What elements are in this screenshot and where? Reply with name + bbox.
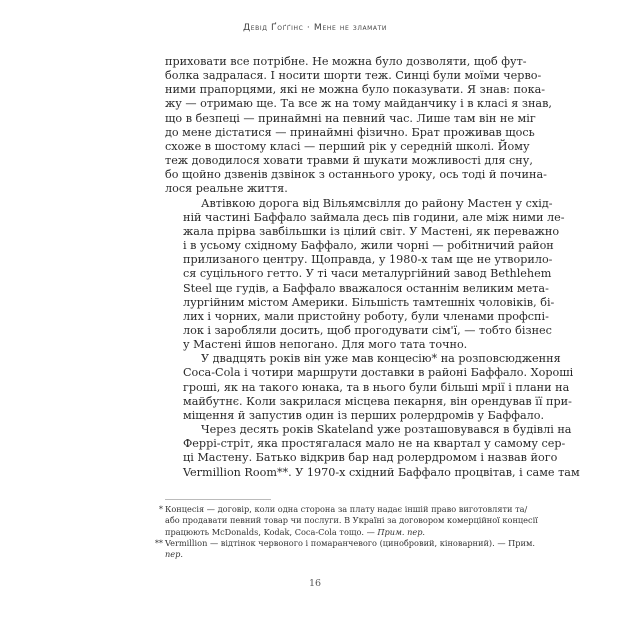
text-line: ся суцільного гетто. У ті часи металургійний завод Bethlehem: [183, 267, 552, 281]
text-line: у Мастені йшов непогано. Для мого тата точно.: [183, 338, 468, 352]
footnote-line: Концесія — договір, коли одна сторона за плату надає іншій право виготовляти та/: [165, 504, 528, 514]
translator-note-label: пер.: [165, 549, 183, 560]
text-line: Coca-Cola і чотири маршрути доставки в районі Баффало. Хороші: [183, 366, 574, 380]
text-line: Через десять років Skateland уже розташовувався в будівлі на: [201, 423, 572, 437]
paragraph-4: [165, 423, 580, 480]
paragraph-3: [165, 352, 574, 423]
text-line: лок і заробляли досить, щоб прогодувати сім'ї, — тобто бізнес: [183, 323, 552, 337]
page-number: 16: [308, 578, 322, 589]
text-line: У двадцять років він уже мав концесію* на розповсюдження: [201, 352, 561, 366]
body-text: [165, 55, 580, 480]
footnote-line: [165, 527, 484, 538]
text-line: що в безпеці — принаймні на певний час. Лише там він не міг: [165, 111, 536, 125]
text-line: жала прірва завбільшки із цілий світ. У Мастені, як переважно: [183, 224, 560, 238]
text-line: лося реальне життя.: [165, 182, 288, 196]
text-line: Steel ще гудів, а Баффало вважалося останнім великим мета-: [183, 281, 549, 295]
text-line: ними прапорцями, які не можна було показувати. Я знав: пока-: [165, 83, 546, 97]
running-head: Девід Ґоґґінс · Мене не зламати: [242, 22, 387, 33]
footnote-line: Vermillion — відтінок червоного і помаранчевого (цинобровий, кіноварний). — Прим.: [165, 537, 535, 548]
text-line: ній частині Баффало займала десь пів години, але між ними ле-: [183, 210, 565, 224]
text-line: прилизаного центру. Щоправда, у 1980-х там ще не утворило-: [183, 253, 553, 267]
text-line: приховати все потрібне. Не можна було дозволяти, щоб фут-: [165, 55, 527, 68]
text-line: жу — отримаю ще. Та все ж на тому майданчику і в класі я знав,: [165, 97, 552, 111]
paragraph-2: [165, 196, 565, 353]
text-line: ці Мастену. Батько відкрив бар над ролердромом і назвав його: [183, 451, 558, 465]
footnote-divider: [165, 499, 271, 500]
text-line: Vermillion Room**. У 1970-х східний Баффало процвітав, і саме там: [183, 465, 580, 479]
text-line: лих і чорних, мали пристойну роботу, були членами профспі-: [183, 309, 549, 323]
translator-note-label: Прим. пер.: [377, 526, 426, 537]
text-line: до мене дістатися — принаймні фізично. Брат проживав щось: [165, 125, 535, 139]
footnote-1: [158, 504, 538, 538]
text-line: болка задралася. І носити шорти теж. Синці були моїми черво-: [165, 69, 542, 83]
footnote-line: або продавати певний товар чи послуги. В Україні за договором комерційної концесії: [165, 515, 538, 526]
text-line: схоже в шостому класі — перший рік у середній школі. Йому: [165, 139, 530, 153]
text-line: і в усьому східному Баффало, жили чорні — робітничий район: [183, 239, 554, 253]
text-line: бо щойно дзвенів дзвінок з останнього уроку, ось тоді й почина-: [165, 168, 547, 182]
footnote-marker: **: [154, 537, 163, 548]
paragraph-1: [165, 55, 552, 197]
text-line: Феррі-стріт, яка простягалася мало не на квартал у самому сер-: [183, 437, 566, 451]
footnote-marker: *: [158, 504, 163, 514]
footnote-line: [165, 549, 484, 560]
text-line: міщення й запустив один із перших ролердромів у Баффало.: [183, 408, 545, 422]
text-line: Автівкою дорога від Вільямсвілля до району Мастен у схід-: [201, 196, 553, 210]
footnotes: [154, 504, 538, 560]
text-line: гроші, як на такого юнака, та в нього були більші мрії і плани на: [183, 380, 570, 394]
footnote-text: працюють McDonalds, Kodak, Coca-Cola тощо. —: [165, 526, 378, 537]
footnote-2: [154, 537, 535, 561]
text-line: теж доводилося ховати травми й шукати можливості для сну,: [165, 154, 533, 168]
text-line: лургійним містом Америки. Більшість тамтешніх чоловіків, бі-: [183, 295, 555, 309]
text-line: майбутнє. Коли закрилася місцева пекарня, він орендував її при-: [183, 394, 572, 408]
